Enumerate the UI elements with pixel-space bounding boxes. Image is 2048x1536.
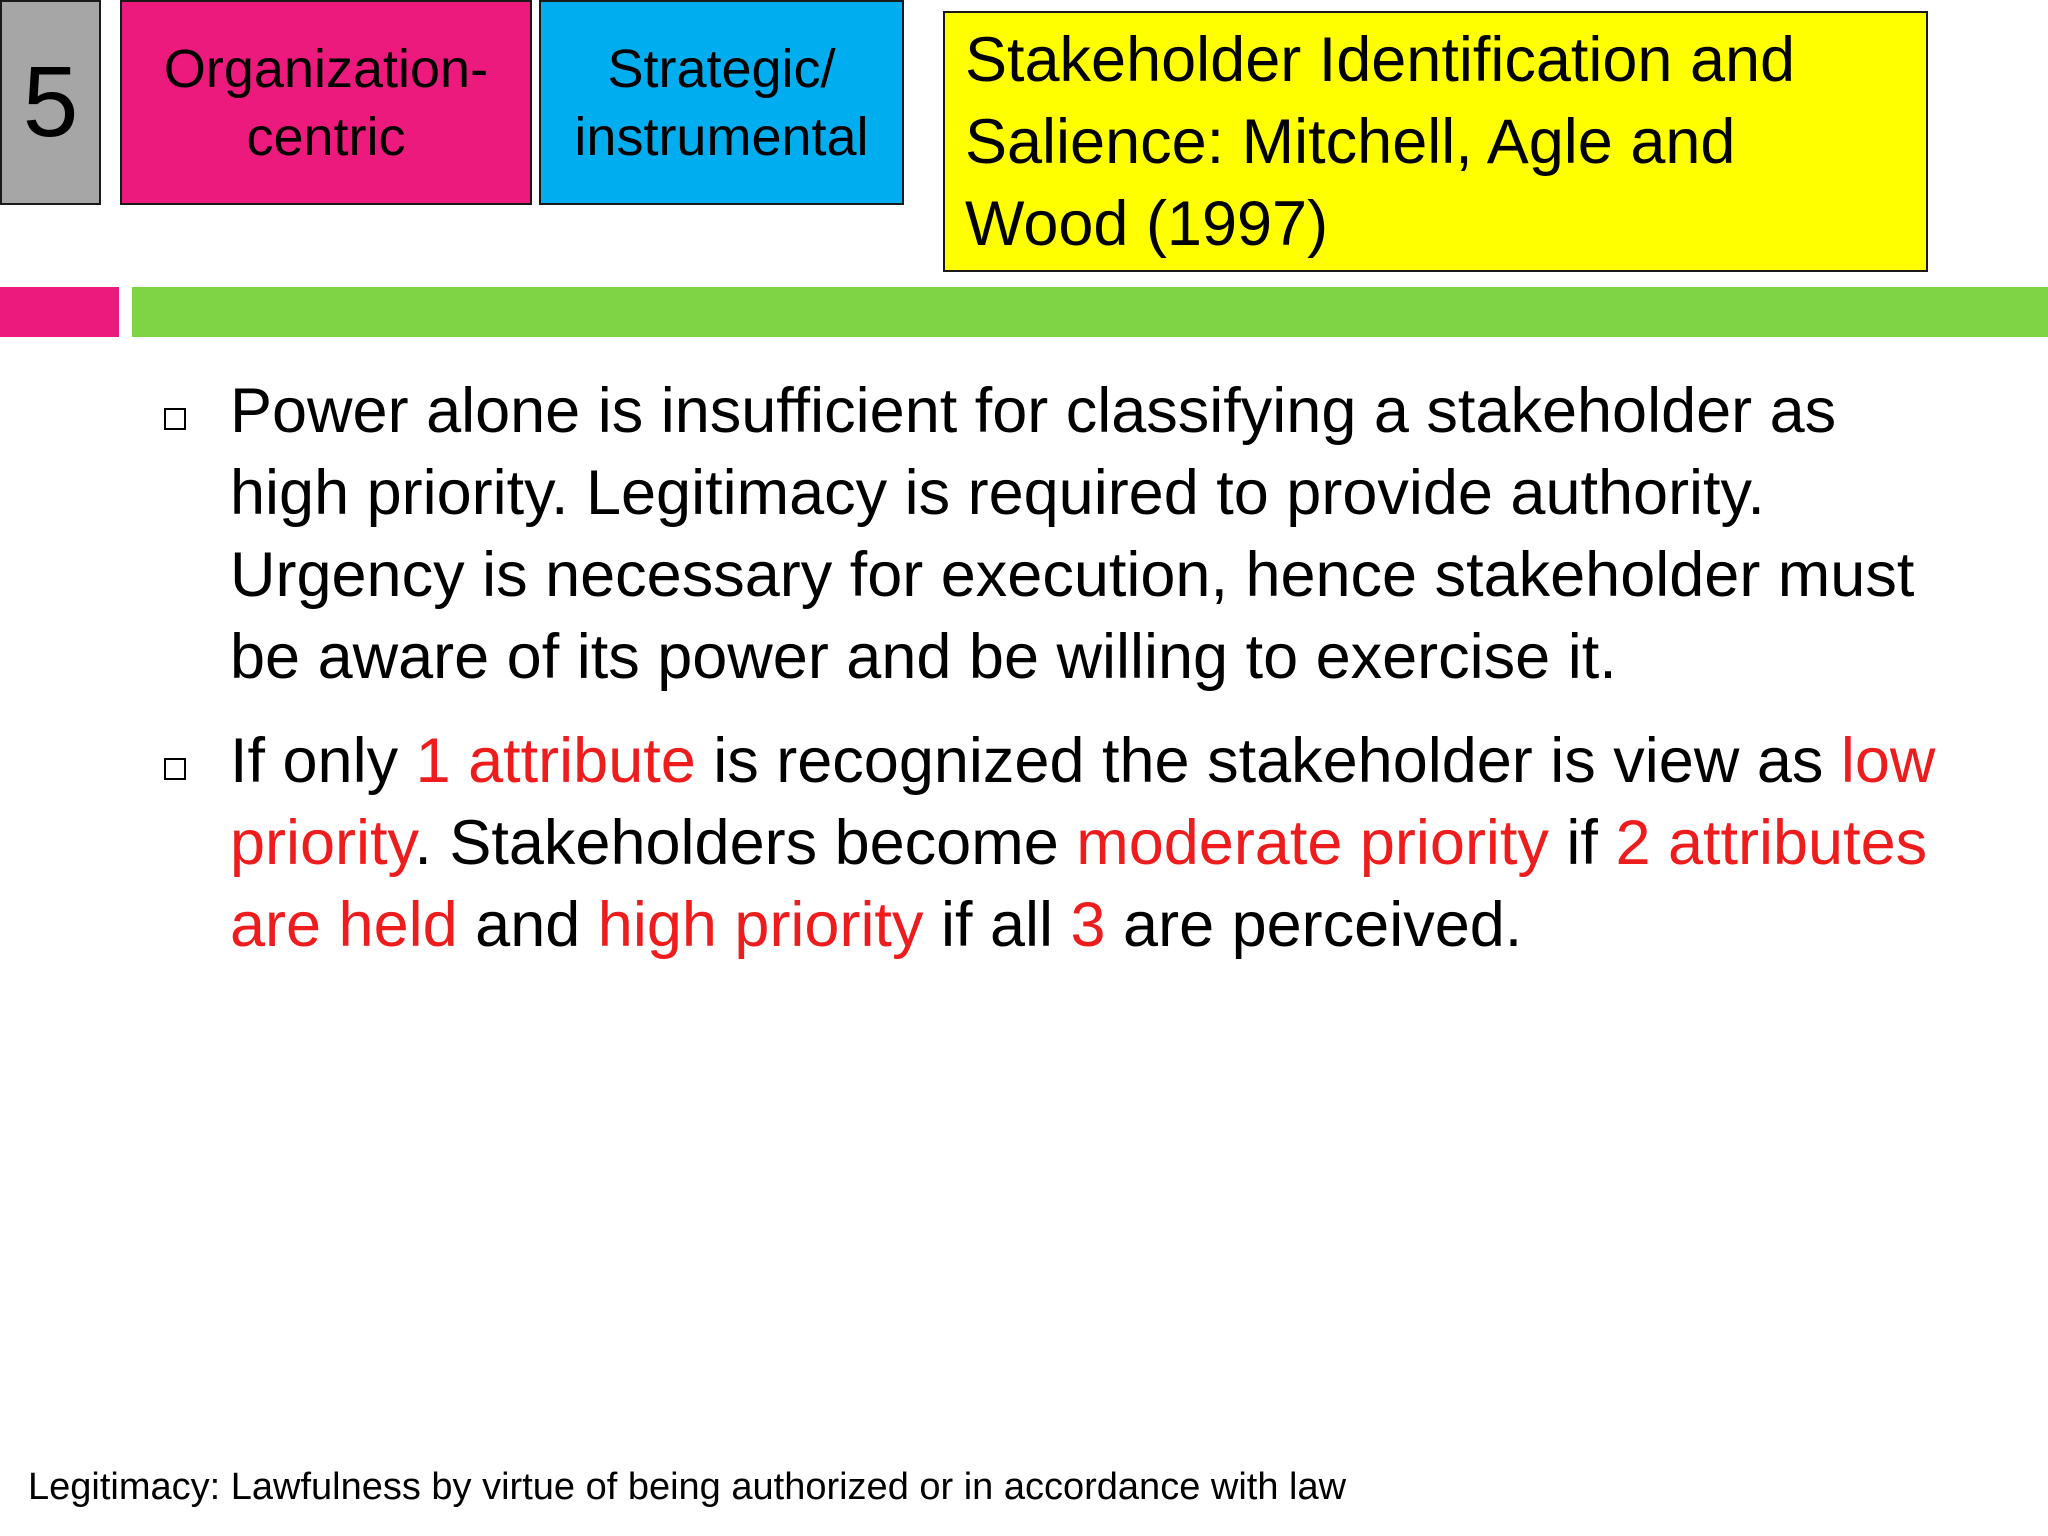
- highlighted-text: low priority: [230, 726, 1936, 878]
- bullet-2-text: [230, 726, 1935, 960]
- slide-title-line-2: Salience: Mitchell, Agle and: [965, 106, 1736, 177]
- category-box-organization-centric: [120, 0, 532, 205]
- category-1-line-1: Organization-: [163, 38, 489, 99]
- bullet-text-segment: is recognized the stakeholder is view as: [695, 726, 1841, 796]
- highlighted-text: 1 attribute: [415, 726, 696, 796]
- highlighted-text: high priority: [597, 890, 924, 960]
- highlighted-text: 3: [1070, 890, 1106, 960]
- category-box-strategic-instrumental: [539, 0, 904, 205]
- slide-number: 5: [22, 46, 79, 158]
- bullet-text-segment: if: [1548, 808, 1616, 878]
- bullet-text-segment: . Stakeholders become: [414, 808, 1077, 878]
- slide-title-line-3: Wood (1997): [965, 188, 1329, 259]
- slide-title-line-1: Stakeholder Identification and: [965, 24, 1796, 95]
- highlighted-text: moderate priority: [1076, 808, 1549, 878]
- slide-title: [965, 19, 1795, 265]
- category-2-line-1: Strategic/: [607, 38, 836, 99]
- bullet-list: [158, 370, 1958, 988]
- category-1-line-2: centric: [246, 106, 406, 167]
- bullet-item-2: [158, 720, 1958, 966]
- bullet-text-segment: If only: [230, 726, 416, 796]
- footnote: Legitimacy: Lawfulness by virtue of being authorized or in accordance with law: [28, 1466, 1347, 1508]
- highlighted-text: 2 attributes are held: [230, 808, 1928, 960]
- slide-title-box: [943, 11, 1928, 272]
- hollow-square-bullet-icon: [164, 408, 186, 430]
- divider-bar-pink: [0, 287, 119, 337]
- hollow-square-bullet-icon: [164, 758, 186, 780]
- slide-number-box: [0, 0, 101, 205]
- bullet-1-text: Power alone is insufficient for classifying a stakeholder as high priority. Legitimacy is required to provide authority. Urgency is necessary for execution, hence stakeholder must be aware of its power and be willing to exercise it.: [230, 376, 1915, 692]
- bullet-text-segment: and: [457, 890, 598, 960]
- divider-bar-green: [132, 287, 2048, 337]
- bullet-text-segment: are perceived.: [1105, 890, 1523, 960]
- bullet-text-segment: if all: [923, 890, 1071, 960]
- bullet-item-1: [158, 370, 1958, 698]
- category-2-line-2: instrumental: [574, 106, 869, 167]
